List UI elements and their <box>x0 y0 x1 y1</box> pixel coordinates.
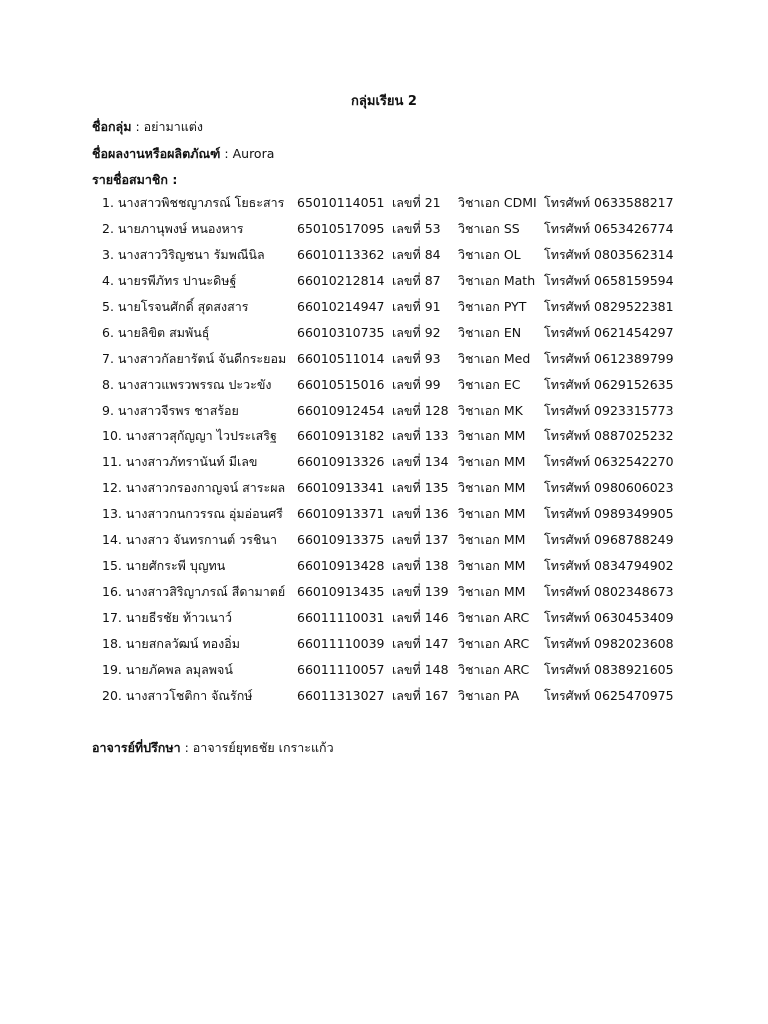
member-major: วิชาเอก MM <box>458 454 526 470</box>
member-major: วิชาเอก PA <box>458 687 520 703</box>
member-number: เลขที่ 87 <box>392 272 441 288</box>
member-name: 13. นางสาวกนกวรรณ อุ่มอ่อนศรี <box>102 506 283 522</box>
group-name-line <box>92 117 203 137</box>
member-number: เลขที่ 134 <box>392 454 449 470</box>
member-row <box>0 193 768 219</box>
member-name: 3. นางสาววิริญชนา รัมพณีนิล <box>102 246 265 262</box>
member-major: วิชาเอก ARC <box>458 635 530 651</box>
advisor-line <box>92 738 334 758</box>
member-phone: โทรศัพท์ 0923315773 <box>544 402 674 418</box>
member-student-id: 66010913435 <box>297 584 385 600</box>
member-number: เลขที่ 135 <box>392 480 449 496</box>
member-student-id: 66010913326 <box>297 454 385 470</box>
member-name: 15. นายศักระพี บุญทน <box>102 558 226 574</box>
group-name-separator: : <box>131 119 144 134</box>
member-student-id: 66010113362 <box>297 246 385 262</box>
member-number: เลขที่ 138 <box>392 558 449 574</box>
group-name-label: ชื่อกลุ่ม <box>92 119 132 134</box>
member-number: เลขที่ 137 <box>392 532 449 548</box>
member-student-id: 66011110057 <box>297 661 385 677</box>
member-phone: โทรศัพท์ 0834794902 <box>544 558 674 574</box>
member-row <box>0 349 768 375</box>
member-phone: โทรศัพท์ 0829522381 <box>544 298 674 314</box>
member-number: เลขที่ 99 <box>392 376 441 392</box>
member-name: 17. นายธีรชัย ท้าวเนาว์ <box>102 610 232 625</box>
members-list <box>0 193 768 712</box>
member-student-id: 66010212814 <box>297 272 385 288</box>
product-name-label: ชื่อผลงานหรือผลิตภัณฑ์ <box>92 146 221 161</box>
member-name: 8. นางสาวแพรวพรรณ ปะวะขัง <box>102 376 272 392</box>
member-student-id: 65010517095 <box>297 220 385 236</box>
member-number: เลขที่ 167 <box>392 687 449 703</box>
member-name: 20. นางสาวโชติกา จัณรักษ์ <box>102 687 253 703</box>
member-major: วิชาเอก OL <box>458 246 521 262</box>
member-phone: โทรศัพท์ 0982023608 <box>544 635 674 651</box>
member-student-id: 66010511014 <box>297 350 385 366</box>
member-name: 12. นางสาวกรองกาญจน์ สาระผล <box>102 480 286 496</box>
members-heading: รายชื่อสมาชิก : <box>92 172 178 187</box>
member-number: เลขที่ 92 <box>392 324 441 340</box>
member-name: 9. นางสาวจีรพร ชาสร้อย <box>102 402 239 418</box>
member-row <box>0 219 768 245</box>
member-number: เลขที่ 84 <box>392 246 441 262</box>
member-major: วิชาเอก EN <box>458 324 522 340</box>
member-student-id: 66011313027 <box>297 687 385 703</box>
member-row <box>0 426 768 452</box>
member-phone: โทรศัพท์ 0612389799 <box>544 350 674 366</box>
member-row <box>0 608 768 634</box>
member-row <box>0 452 768 478</box>
advisor-separator: : <box>180 740 193 755</box>
member-row <box>0 245 768 271</box>
member-student-id: 66010214947 <box>297 298 385 314</box>
member-number: เลขที่ 147 <box>392 635 449 651</box>
member-number: เลขที่ 91 <box>392 298 441 314</box>
member-phone: โทรศัพท์ 0630453409 <box>544 610 674 625</box>
member-student-id: 66010913371 <box>297 506 385 522</box>
member-number: เลขที่ 93 <box>392 350 441 366</box>
member-major: วิชาเอก SS <box>458 220 520 236</box>
member-name: 6. นายลิขิต สมพันธุ์ <box>102 324 210 340</box>
member-student-id: 66010310735 <box>297 324 385 340</box>
member-phone: โทรศัพท์ 0621454297 <box>544 324 674 340</box>
member-number: เลขที่ 128 <box>392 402 449 418</box>
member-student-id: 66011110039 <box>297 635 385 651</box>
member-phone: โทรศัพท์ 0629152635 <box>544 376 674 392</box>
member-major: วิชาเอก ARC <box>458 610 530 625</box>
member-name: 2. นายภานุพงษ์ หนองหาร <box>102 220 244 236</box>
member-student-id: 66010913375 <box>297 532 385 548</box>
member-student-id: 66010515016 <box>297 376 385 392</box>
member-number: เลขที่ 133 <box>392 428 449 444</box>
product-name-value: Aurora <box>232 146 275 161</box>
member-phone: โทรศัพท์ 0838921605 <box>544 661 674 677</box>
member-name: 16. นางสาวสิริญาภรณ์ สีดามาตย์ <box>102 584 286 600</box>
member-phone: โทรศัพท์ 0625470975 <box>544 687 674 703</box>
member-phone: โทรศัพท์ 0632542270 <box>544 454 674 470</box>
member-student-id: 66010913428 <box>297 558 385 574</box>
member-major: วิชาเอก MM <box>458 480 526 496</box>
member-major: วิชาเอก EC <box>458 376 521 392</box>
member-row <box>0 634 768 660</box>
member-student-id: 66010913182 <box>297 428 385 444</box>
product-name-line <box>92 144 274 164</box>
member-major: วิชาเอก CDMI <box>458 195 537 210</box>
member-name: 5. นายโรจนศักดิ์ สุดสงสาร <box>102 298 249 314</box>
member-name: 11. นางสาวภัทรานันท์ มีเลข <box>102 454 258 470</box>
member-name: 4. นายรพีภัทร ปานะดิษฐ์ <box>102 272 237 288</box>
member-number: เลขที่ 139 <box>392 584 449 600</box>
member-major: วิชาเอก MK <box>458 402 523 418</box>
member-student-id: 66010913341 <box>297 480 385 496</box>
member-phone: โทรศัพท์ 0887025232 <box>544 428 674 444</box>
member-student-id: 66010912454 <box>297 402 385 418</box>
member-row <box>0 401 768 427</box>
member-major: วิชาเอก MM <box>458 506 526 522</box>
member-number: เลขที่ 53 <box>392 220 441 236</box>
member-phone: โทรศัพท์ 0653426774 <box>544 220 674 236</box>
member-major: วิชาเอก Med <box>458 350 531 366</box>
member-phone: โทรศัพท์ 0802348673 <box>544 584 674 600</box>
member-major: วิชาเอก Math <box>458 272 536 288</box>
member-phone: โทรศัพท์ 0658159594 <box>544 272 674 288</box>
member-name: 7. นางสาวกัลยารัตน์ จันดีกระยอม <box>102 350 287 366</box>
member-row <box>0 530 768 556</box>
member-row <box>0 556 768 582</box>
member-number: เลขที่ 21 <box>392 195 441 210</box>
member-number: เลขที่ 146 <box>392 610 449 625</box>
group-name-value: อย่ามาแต่ง <box>143 119 204 134</box>
product-name-separator: : <box>220 146 233 161</box>
member-row <box>0 323 768 349</box>
member-number: เลขที่ 148 <box>392 661 449 677</box>
member-name: 19. นายภัคพล ลมุลพจน์ <box>102 661 233 677</box>
member-row <box>0 271 768 297</box>
member-major: วิชาเอก MM <box>458 428 526 444</box>
member-name: 14. นางสาว จันทรกานต์ วรชินา <box>102 532 277 548</box>
member-major: วิชาเอก MM <box>458 584 526 600</box>
member-student-id: 66011110031 <box>297 610 385 625</box>
advisor-label: อาจารย์ที่ปรึกษา <box>92 740 181 755</box>
member-phone: โทรศัพท์ 0633588217 <box>544 195 674 210</box>
member-row <box>0 478 768 504</box>
member-name: 10. นางสาวสุกัญญา ไวประเสริฐ <box>102 428 277 444</box>
member-major: วิชาเอก PYT <box>458 298 527 314</box>
member-row <box>0 297 768 323</box>
member-row <box>0 504 768 530</box>
member-number: เลขที่ 136 <box>392 506 449 522</box>
member-row <box>0 660 768 686</box>
member-row <box>0 582 768 608</box>
page-title: กลุ่มเรียน 2 <box>351 94 417 109</box>
member-name: 1. นางสาวพิชชญาภรณ์ โยธะสาร <box>102 195 285 210</box>
member-major: วิชาเอก ARC <box>458 661 530 677</box>
advisor-value: อาจารย์ยุทธชัย เกราะแก้ว <box>192 740 334 755</box>
member-row <box>0 375 768 401</box>
member-name: 18. นายสกลวัฒน์ ทองอิ่ม <box>102 635 241 651</box>
member-phone: โทรศัพท์ 0968788249 <box>544 532 674 548</box>
member-student-id: 65010114051 <box>297 195 385 210</box>
member-phone: โทรศัพท์ 0989349905 <box>544 506 674 522</box>
member-major: วิชาเอก MM <box>458 532 526 548</box>
member-phone: โทรศัพท์ 0980606023 <box>544 480 674 496</box>
member-phone: โทรศัพท์ 0803562314 <box>544 246 674 262</box>
member-row <box>0 686 768 712</box>
member-major: วิชาเอก MM <box>458 558 526 574</box>
